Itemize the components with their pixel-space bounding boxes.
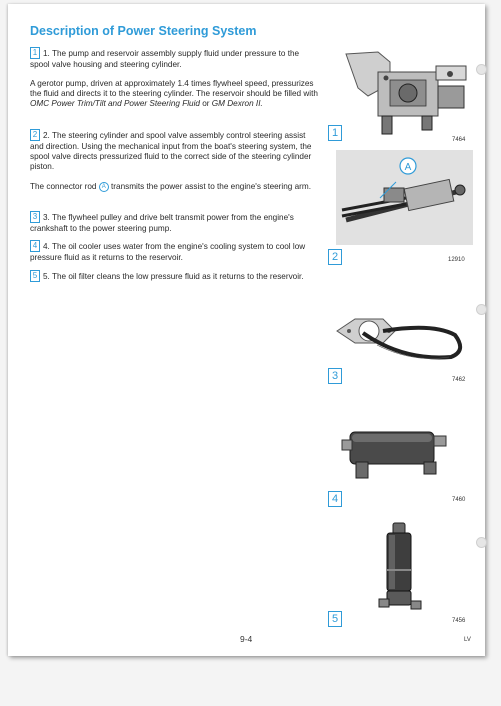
- figure-box-5: 5: [328, 611, 342, 627]
- binder-hole: [476, 64, 487, 75]
- gerotor-text: A gerotor pump, driven at approximately 1.4 times flywheel speed, pressurizes the fluid and directs it to the steering cylinder. The reservoir should be filled with: [30, 79, 318, 98]
- manual-page: [8, 4, 485, 656]
- step-number-box: 1: [30, 47, 40, 59]
- figure-code-3: 7462: [452, 377, 466, 383]
- figure-box-1: 1: [328, 125, 342, 141]
- callout-a-icon: A: [99, 182, 109, 192]
- connector-text-a: The connector rod: [30, 182, 99, 192]
- figure-code-5: 7456: [452, 618, 466, 624]
- pump-reservoir-photo: [338, 44, 473, 139]
- paragraph-3: [30, 212, 320, 234]
- step-number-box: 3: [30, 211, 40, 223]
- or-text: or: [199, 98, 212, 108]
- paragraph-2b: [30, 182, 320, 192]
- figure-code-2: 12910: [448, 257, 465, 263]
- fluid-name-2: GM Dexron II.: [211, 98, 263, 108]
- figure-code-1: 7464: [452, 137, 466, 143]
- pulley-belt-photo: [333, 311, 468, 371]
- connector-text-b: transmits the power assist to the engine's steering arm.: [108, 182, 311, 192]
- paragraph-5: [30, 271, 320, 283]
- paragraph-1: [30, 48, 320, 70]
- step-number-box: 4: [30, 240, 40, 252]
- oil-cooler-photo: [338, 424, 458, 482]
- figure-box-3: 3: [328, 368, 342, 384]
- paragraph-1-text: 1. The pump and reservoir assembly supply fluid under pressure to the spool valve housing and steering cylinder.: [30, 49, 300, 69]
- fluid-name: OMC Power Trim/Tilt and Power Steering Fluid: [30, 98, 200, 108]
- page-title: Description of Power Steering System: [30, 24, 257, 38]
- paragraph-2: [30, 130, 320, 172]
- step-number-box: 5: [30, 270, 40, 282]
- steering-cylinder-photo: [336, 150, 473, 245]
- page-number: 9-4: [240, 634, 253, 644]
- paragraph-1b: [30, 79, 320, 109]
- binder-hole: [476, 304, 487, 315]
- paragraph-5-text: 5. The oil filter cleans the low pressure fluid as it returns to the reservoir.: [43, 272, 304, 282]
- paragraph-4-text: 4. The oil cooler uses water from the engine's cooling system to cool low pressure fluid as it returns to the reservoir.: [30, 242, 306, 262]
- figure-box-2: 2: [328, 249, 342, 265]
- figure-box-4: 4: [328, 491, 342, 507]
- step-number-box: 2: [30, 129, 40, 141]
- paragraph-4: [30, 241, 320, 263]
- oil-filter-photo: [373, 519, 433, 619]
- callout-a-label: A: [404, 162, 412, 173]
- binder-hole: [476, 537, 487, 548]
- paragraph-3-text: 3. The flywheel pulley and drive belt transmit power from the engine's crankshaft to the power steering pump.: [30, 213, 294, 233]
- figure-code-4: 7460: [452, 497, 466, 503]
- footer-code: LV: [464, 637, 471, 643]
- paragraph-2-text: 2. The steering cylinder and spool valve assembly control steering assist and direction. Using the mechanical input from the boat's steering system, the spool valve directs pressurized fluid to the correct side of the steering cylinder piston.: [30, 131, 312, 171]
